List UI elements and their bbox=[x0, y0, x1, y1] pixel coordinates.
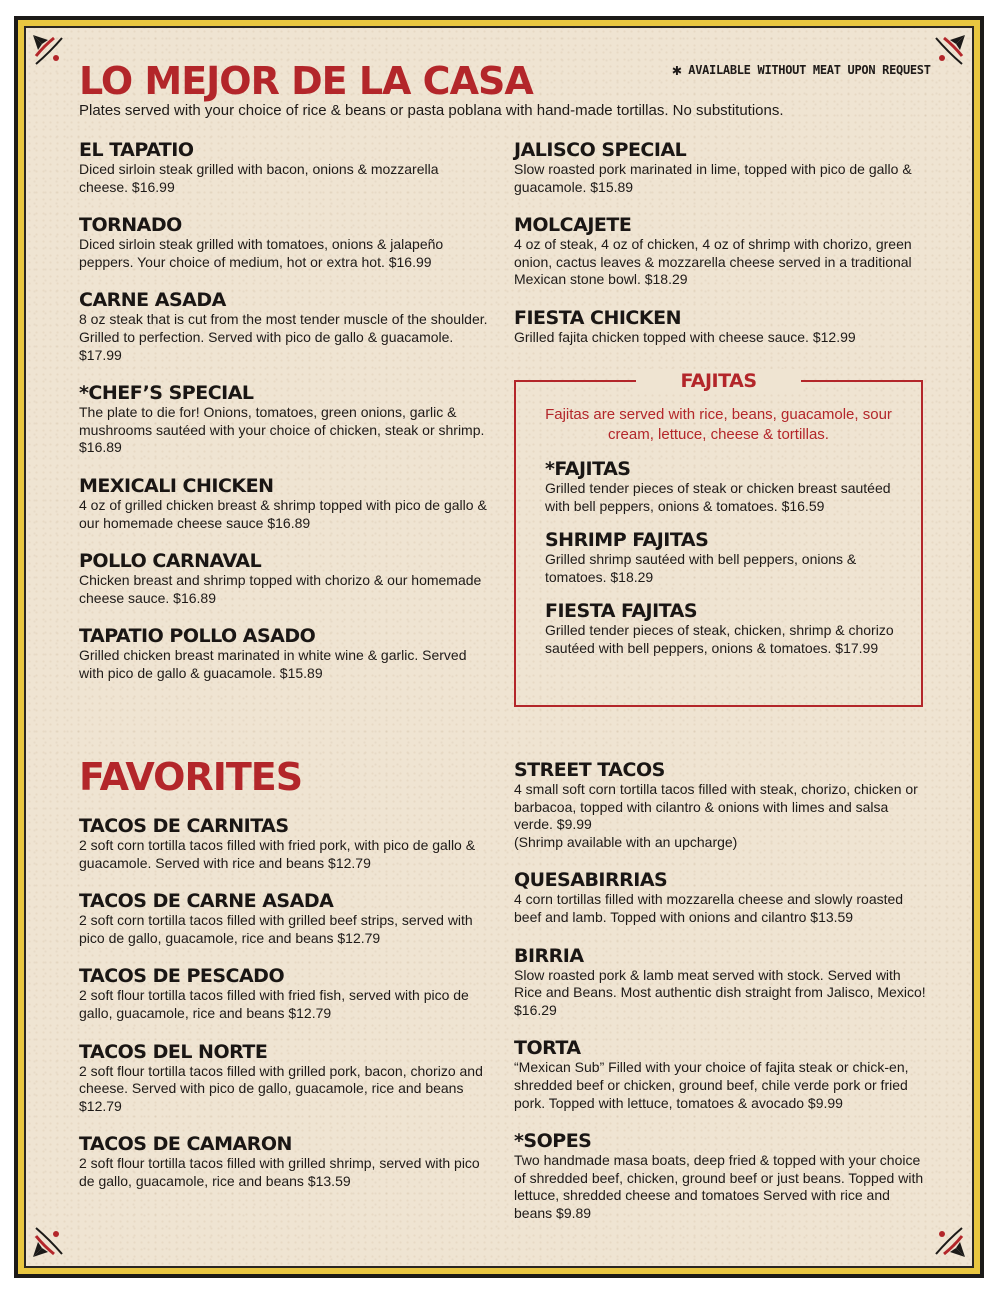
menu-item-description: Slow roasted pork marinated in lime, topped with pico de gallo & guacamole. $15.89 bbox=[514, 161, 912, 195]
menu-item bbox=[79, 815, 491, 872]
menu-item-name: MEXICALI CHICKEN bbox=[79, 474, 274, 497]
menu-item-name: TACOS DE CARNITAS bbox=[79, 815, 289, 837]
fajitas-intro: Fajitas are served with rice, beans, guacamole, sour cream, lettuce, cheese & tortillas. bbox=[545, 406, 892, 443]
menu-item-name: TACOS DE CARNE ASADA bbox=[79, 890, 334, 913]
menu-item-name: TACOS DE CAMARON bbox=[79, 1133, 292, 1156]
menu-item bbox=[545, 458, 905, 515]
meatless-note-text: AVAILABLE WITHOUT MEAT UPON REQUEST bbox=[688, 63, 931, 77]
section-title-favorites: FAVORITES bbox=[79, 755, 303, 799]
favorites-right-column bbox=[514, 759, 926, 1241]
menu-item-description: Chicken breast and shrimp topped with chorizo & our homemade cheese sauce. $16.89 bbox=[79, 572, 482, 606]
menu-item-description: 4 oz of steak, 4 oz of chicken, 4 oz of shrimp with chorizo, green onion, cactus leaves & mozzarella cheese served in a traditional Mexican stone bowl. $18.29 bbox=[514, 236, 912, 288]
fajitas-list bbox=[545, 458, 905, 672]
menu-item bbox=[79, 475, 491, 532]
menu-item bbox=[514, 1037, 926, 1112]
menu-item-description: 4 corn tortillas filled with mozzarella cheese and slowly roasted beef and lamb. Topped with onions and cilantro $13.59 bbox=[514, 891, 904, 925]
menu-item-name: BIRRIA bbox=[514, 944, 584, 967]
menu-item-name: EL TAPATIO bbox=[79, 139, 194, 161]
corner-ornament-icon bbox=[30, 1220, 70, 1260]
menu-item-description: Slow roasted pork & lamb meat served with stock. Served with Rice and Beans. Most authentic dish straight from Jalisco, Mexico! $16.29 bbox=[514, 966, 926, 1018]
plates-subtitle: Plates served with your choice of rice & beans or pasta poblana with hand-made tortillas. No substitutions. bbox=[79, 102, 784, 119]
menu-item bbox=[514, 139, 924, 196]
menu-item-name: QUESABIRRIAS bbox=[514, 869, 668, 892]
menu-item-description: 2 soft flour tortilla tacos filled with grilled pork, bacon, chorizo and cheese. Served with pico de gallo, guacamole, rice and beans $12.79 bbox=[79, 1062, 483, 1114]
menu-item-name: FIESTA FAJITAS bbox=[545, 600, 698, 623]
menu-item bbox=[545, 600, 905, 657]
menu-item bbox=[79, 1133, 491, 1190]
corner-ornament-icon bbox=[928, 32, 968, 72]
menu-item-description: Grilled tender pieces of steak or chicken breast sautéed with bell peppers, onions & tomatoes. $16.59 bbox=[545, 480, 891, 514]
menu-item bbox=[514, 759, 926, 851]
menu-item-note: (Shrimp available with an upcharge) bbox=[514, 833, 738, 850]
menu-item-description: 2 soft corn tortilla tacos filled with grilled beef strips, served with pico de gallo, guacamole, rice and beans $12.79 bbox=[79, 912, 473, 946]
menu-item-description: 2 soft flour tortilla tacos filled with grilled shrimp, served with pico de gallo, guacamole, rice and beans $13.59 bbox=[79, 1155, 480, 1189]
menu-item-description: Diced sirloin steak grilled with bacon, onions & mozzarella cheese. $16.99 bbox=[79, 161, 439, 195]
menu-item-name: FIESTA CHICKEN bbox=[514, 306, 681, 329]
section-title-lo-mejor: LO MEJOR DE LA CASA bbox=[79, 59, 533, 103]
menu-item-description: 4 small soft corn tortilla tacos filled with steak, chorizo, chicken or barbacoa, topped with cilantro & onions with limes and salsa verde. $9.99 bbox=[514, 781, 918, 833]
menu-item-description: Grilled shrimp sautéed with bell peppers, onions & tomatoes. $18.29 bbox=[545, 551, 857, 585]
menu-item-name: SHRIMP FAJITAS bbox=[545, 529, 709, 552]
menu-item-name: TORNADO bbox=[79, 214, 182, 237]
menu-item bbox=[79, 625, 491, 682]
menu-item-description: Grilled tender pieces of steak, chicken, shrimp & chorizo sautéed with bell peppers, onions & tomatoes. $17.99 bbox=[545, 622, 894, 656]
asterisk-icon: ✱ bbox=[672, 60, 682, 79]
menu-item bbox=[514, 869, 926, 926]
corner-ornament-icon bbox=[928, 1220, 968, 1260]
corner-ornament-icon bbox=[30, 32, 70, 72]
menu-item bbox=[79, 890, 491, 947]
menu-item-description: Two handmade masa boats, deep fried & topped with your choice of shredded beef, chicken, ground beef or just beans. Topped with lettuce, shredded cheese and tomatoes Served with rice and beans $9.89 bbox=[514, 1152, 924, 1221]
meatless-note bbox=[672, 60, 931, 79]
menu-item-name: TACOS DEL NORTE bbox=[79, 1040, 268, 1063]
menu-item-description: 8 oz steak that is cut from the most tender muscle of the shoulder. Grilled to perfection. Served with pico de gallo & guacamole. $17.99 bbox=[79, 311, 488, 363]
menu-item-description: Grilled chicken breast marinated in white wine & garlic. Served with pico de gallo & guacamole. $15.89 bbox=[79, 647, 467, 681]
menu-item-name: TACOS DE PESCADO bbox=[79, 965, 285, 988]
menu-item-name: *FAJITAS bbox=[545, 458, 631, 480]
menu-item bbox=[79, 550, 491, 607]
menu-item-description: 2 soft flour tortilla tacos filled with fried fish, served with pico de gallo, guacamole, rice and beans $12.79 bbox=[79, 987, 469, 1021]
menu-item-name: CARNE ASADA bbox=[79, 289, 226, 312]
menu-item bbox=[514, 214, 924, 289]
menu-item bbox=[79, 139, 491, 196]
menu-item-description: The plate to die for! Onions, tomatoes, green onions, garlic & mushrooms sautéed with your choice of chicken, steak or shrimp. $16.89 bbox=[79, 404, 485, 456]
menu-item-name: *SOPES bbox=[514, 1130, 592, 1153]
menu-item bbox=[514, 307, 924, 347]
menu-item-name: JALISCO SPECIAL bbox=[514, 139, 687, 161]
menu-item bbox=[514, 1130, 926, 1222]
fajitas-box bbox=[514, 370, 923, 707]
menu-item bbox=[79, 965, 491, 1022]
menu-item-description: Diced sirloin steak grilled with tomatoes, onions & jalapeño peppers. Your choice of medium, hot or extra hot. $16.99 bbox=[79, 236, 444, 270]
menu-item-name: STREET TACOS bbox=[514, 759, 665, 781]
menu-item-description: “Mexican Sub” Filled with your choice of fajita steak or chick-en, shredded beef or chicken, ground beef, chile verde pork or fried pork. Topped with lettuce, tomatoes & avocado $9.99 bbox=[514, 1059, 909, 1111]
menu-item-name: TAPATIO POLLO ASADO bbox=[79, 625, 316, 648]
favorites-left-column bbox=[79, 815, 491, 1209]
menu-item-description: 2 soft corn tortilla tacos filled with fried pork, with pico de gallo & guacamole. Served with rice and beans $12.79 bbox=[79, 837, 476, 871]
menu-item-name: MOLCAJETE bbox=[514, 214, 632, 237]
menu-item-name: *CHEF’S SPECIAL bbox=[79, 382, 254, 405]
menu-item-description: 4 oz of grilled chicken breast & shrimp topped with pico de gallo & our homemade cheese sauce $16.89 bbox=[79, 496, 487, 531]
menu-item-description: Grilled fajita chicken topped with cheese sauce. $12.99 bbox=[514, 328, 856, 345]
menu-item bbox=[79, 289, 491, 364]
menu-item bbox=[545, 529, 905, 586]
menu-item bbox=[514, 945, 926, 1020]
lo-mejor-right-column bbox=[514, 139, 924, 365]
menu-item bbox=[79, 382, 491, 457]
menu-item bbox=[79, 214, 491, 271]
menu-item-name: TORTA bbox=[514, 1037, 581, 1060]
lo-mejor-left-column bbox=[79, 139, 491, 701]
fajitas-title: FAJITAS bbox=[636, 369, 801, 393]
menu-item-name: POLLO CARNAVAL bbox=[79, 550, 262, 573]
menu-item bbox=[79, 1041, 491, 1116]
